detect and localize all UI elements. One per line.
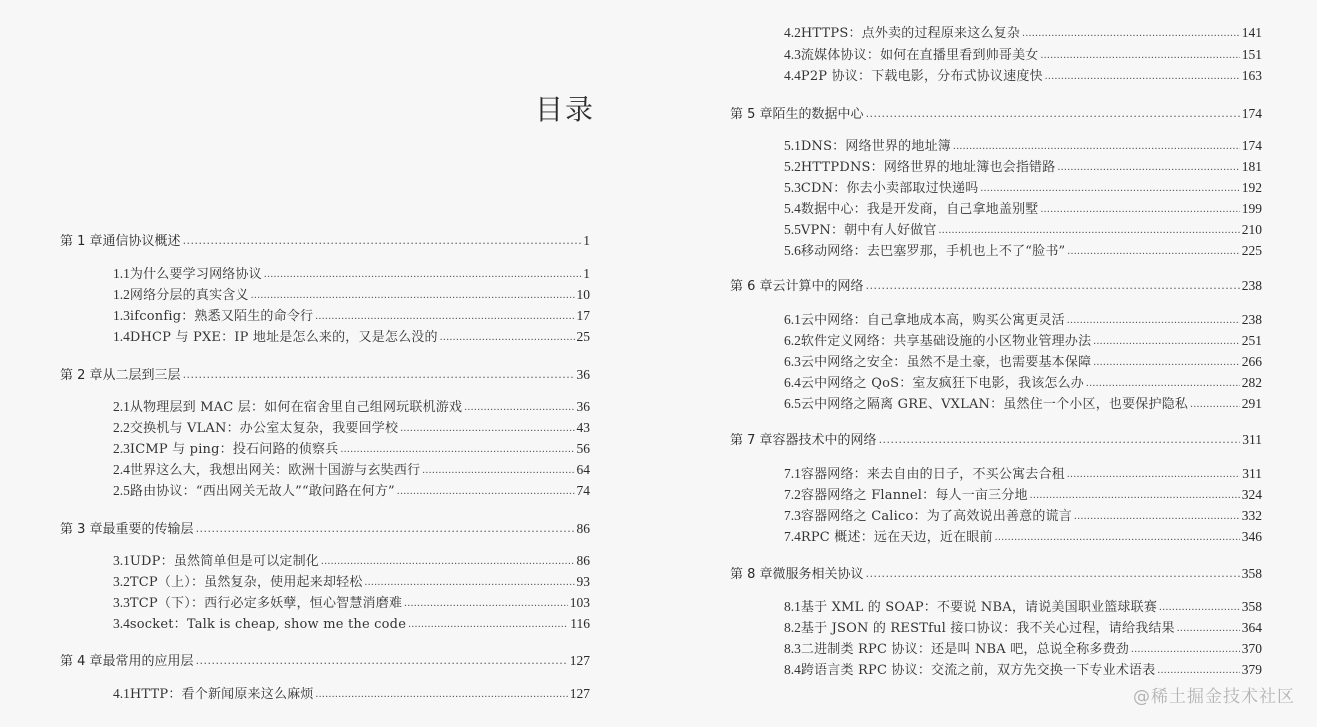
section-number: 5.3: [784, 180, 801, 195]
section-number: 1.2: [113, 287, 130, 302]
toc-section-7-1[interactable]: [784, 464, 1262, 484]
leader-dots: [1040, 199, 1239, 219]
section-number: 5.2: [784, 159, 801, 174]
page-number: 282: [1241, 375, 1262, 390]
page-number: 291: [1241, 396, 1262, 411]
toc-chapter-6[interactable]: [730, 276, 1262, 296]
chapter-number: 第 7 章: [730, 433, 773, 448]
toc-section-2-1[interactable]: [113, 397, 590, 417]
leader-dots: [1030, 485, 1240, 505]
leader-dots: [316, 684, 568, 704]
section-title: CDN：你去小卖部取过快递吗: [800, 181, 979, 196]
leader-dots: [315, 306, 574, 326]
page-number: 225: [1241, 243, 1262, 258]
toc-section-7-2[interactable]: [784, 485, 1262, 505]
page-number: 36: [576, 367, 590, 382]
right-page: [650, 0, 1317, 727]
section-title: 基于 XML 的 SOAP：不要说 NBA，请说美国职业篮球联赛: [800, 600, 1158, 615]
toc-section-7-3[interactable]: [784, 506, 1262, 526]
section-number: 3.3: [113, 595, 130, 610]
leader-dots: [183, 231, 582, 251]
toc-section-5-1[interactable]: [784, 136, 1262, 156]
leader-dots: [408, 614, 568, 634]
section-title: TCP（下）：西行必定多妖孽，恒心智慧消磨难: [129, 596, 403, 611]
page-number: 151: [1241, 47, 1262, 62]
toc-section-8-4[interactable]: [784, 660, 1262, 680]
page-number: 86: [576, 553, 590, 568]
page-number: 127: [569, 653, 590, 668]
section-title: 软件定义网络：共享基础设施的小区物业管理办法: [800, 334, 1092, 349]
section-number: 2.4: [113, 462, 130, 477]
chapter-number: 第 5 章: [730, 107, 773, 122]
section-title: 移动网络：去巴塞罗那，手机也上不了“脸书”: [800, 244, 1066, 259]
leader-dots: [866, 104, 1240, 124]
leader-dots: [464, 397, 574, 417]
section-number: 6.2: [784, 333, 801, 348]
section-title: socket：Talk is cheap, show me the code: [129, 617, 407, 632]
section-number: 1.1: [113, 266, 130, 281]
section-number: 3.1: [113, 553, 130, 568]
page-number: 358: [1241, 566, 1262, 581]
leader-dots: [879, 430, 1241, 450]
section-number: 2.1: [113, 399, 130, 414]
toc-title: 目录: [535, 93, 596, 126]
leader-dots: [264, 264, 581, 284]
section-title: 为什么要学习网络协议: [129, 267, 262, 282]
toc-section-5-4[interactable]: [784, 199, 1262, 219]
section-title: 网络分层的真实含义: [129, 288, 249, 303]
leader-dots: [1159, 597, 1240, 617]
chapter-title: 微服务相关协议: [772, 567, 864, 582]
section-title: DHCP 与 PXE：IP 地址是怎么来的，又是怎么没的: [129, 330, 438, 345]
section-number: 6.4: [784, 375, 801, 390]
page-number: 74: [576, 483, 590, 498]
toc-section-2-2[interactable]: [113, 418, 590, 438]
page-number: 93: [576, 574, 590, 589]
page-number: 141: [1241, 25, 1262, 40]
section-number: 6.3: [784, 354, 801, 369]
toc-section-3-3[interactable]: [113, 593, 590, 613]
section-number: 5.1: [784, 138, 801, 153]
section-number: 8.3: [784, 641, 801, 656]
page-number: 192: [1241, 180, 1262, 195]
toc-section-6-1[interactable]: [784, 310, 1262, 330]
section-title: HTTPS：点外卖的过程原来这么复杂: [800, 26, 1021, 41]
section-number: 8.4: [784, 662, 801, 677]
page-number: 43: [576, 420, 590, 435]
toc-section-1-3[interactable]: [113, 306, 590, 326]
leader-dots: [1157, 660, 1239, 680]
section-title: 云中网络之 QoS：室友疯狂下电影，我该怎么办: [800, 376, 1084, 391]
section-title: DNS：网络世界的地址簿: [800, 139, 951, 154]
toc-section-6-5[interactable]: [784, 394, 1262, 414]
leader-dots: [939, 220, 1240, 240]
leader-dots: [866, 564, 1240, 584]
section-title: 云中网络之隔离 GRE、VXLAN：虽然住一个小区，也要保护隐私: [800, 397, 1189, 412]
section-number: 4.4: [784, 68, 801, 83]
section-number: 5.5: [784, 222, 801, 237]
toc-section-3-1[interactable]: [113, 551, 590, 571]
toc-chapter-5[interactable]: [730, 104, 1262, 124]
leader-dots: [397, 481, 575, 501]
toc-section-1-4[interactable]: [113, 327, 590, 347]
toc-section-5-3[interactable]: [784, 178, 1262, 198]
page-number: 332: [1241, 508, 1262, 523]
toc-section-5-2[interactable]: [784, 157, 1262, 177]
page-number: 311: [1242, 432, 1262, 447]
section-number: 6.1: [784, 312, 801, 327]
leader-dots: [1131, 639, 1240, 659]
page-number: 103: [569, 595, 590, 610]
section-title: 流媒体协议：如何在直播里看到帅哥美女: [800, 48, 1039, 63]
section-number: 6.5: [784, 396, 801, 411]
section-title: 跨语言类 RPC 协议：交流之前，双方先交换一下专业术语表: [800, 663, 1156, 678]
toc-section-5-6[interactable]: [784, 241, 1262, 261]
toc-section-4-2[interactable]: [784, 23, 1262, 43]
section-title: 数据中心：我是开发商，自己拿地盖别墅: [800, 202, 1039, 217]
section-number: 4.1: [113, 686, 130, 701]
toc-section-8-3[interactable]: [784, 639, 1262, 659]
section-number: 5.6: [784, 243, 801, 258]
page-number: 36: [576, 399, 590, 414]
page-number: 127: [569, 686, 590, 701]
toc-section-6-2[interactable]: [784, 331, 1262, 351]
chapter-title: 云计算中的网络: [772, 279, 864, 294]
toc-section-1-2[interactable]: [113, 285, 590, 305]
leader-dots: [365, 572, 575, 592]
toc-section-8-1[interactable]: [784, 597, 1262, 617]
toc-section-4-4[interactable]: [784, 66, 1262, 86]
page-number: 311: [1242, 466, 1262, 481]
chapter-number: 第 4 章: [60, 654, 103, 669]
toc-section-4-3[interactable]: [784, 45, 1262, 65]
section-number: 7.3: [784, 508, 801, 523]
toc-section-2-5[interactable]: [113, 481, 590, 501]
section-title: 容器网络之 Flannel：每人一亩三分地: [800, 488, 1028, 503]
page-number: 174: [1241, 106, 1262, 121]
section-number: 7.4: [784, 529, 801, 544]
section-title: 路由协议：“西出网关无故人”“敢问路在何方”: [129, 484, 395, 499]
toc-chapter-7[interactable]: [730, 430, 1262, 450]
section-title: 从物理层到 MAC 层：如何在宿舍里自己组网玩联机游戏: [129, 400, 463, 415]
section-title: ICMP 与 ping：投石问路的侦察兵: [129, 442, 339, 457]
section-title: VPN：朝中有人好做官: [800, 223, 937, 238]
page-number: 251: [1241, 333, 1262, 348]
chapter-title: 最常用的应用层: [102, 654, 194, 669]
section-number: 7.1: [784, 466, 801, 481]
section-title: 容器网络：来去自由的日子，不买公寓去合租: [800, 467, 1065, 482]
toc-chapter-2[interactable]: [60, 365, 590, 385]
toc-section-2-4[interactable]: [113, 460, 590, 480]
page-number: 163: [1241, 68, 1262, 83]
section-number: 7.2: [784, 487, 801, 502]
page-number: 238: [1241, 278, 1262, 293]
page-number: 17: [576, 308, 590, 323]
leader-dots: [1022, 23, 1240, 43]
chapter-number: 第 6 章: [730, 279, 773, 294]
section-title: HTTP：看个新闻原来这么麻烦: [129, 687, 314, 702]
section-number: 3.4: [113, 616, 130, 631]
page-number: 10: [576, 287, 590, 302]
leader-dots: [953, 136, 1240, 156]
left-page: [0, 0, 650, 727]
page-number: 86: [576, 521, 590, 536]
toc-chapter-3[interactable]: [60, 519, 590, 539]
toc-section-4-1[interactable]: [113, 684, 590, 704]
leader-dots: [1177, 618, 1240, 638]
page-number: 1: [583, 233, 590, 248]
leader-dots: [1057, 157, 1239, 177]
page-number: 174: [1241, 138, 1262, 153]
section-number: 1.4: [113, 329, 130, 344]
leader-dots: [1086, 373, 1240, 393]
section-title: 基于 JSON 的 RESTful 接口协议：我不关心过程，请给我结果: [800, 621, 1175, 636]
section-title: 云中网络：自己拿地成本高，购买公寓更灵活: [800, 313, 1065, 328]
page-number: 266: [1241, 354, 1262, 369]
chapter-title: 通信协议概述: [102, 234, 181, 249]
section-number: 2.5: [113, 483, 130, 498]
section-title: 容器网络之 Calico：为了高效说出善意的谎言: [800, 509, 1072, 524]
toc-section-2-3[interactable]: [113, 439, 590, 459]
toc-section-6-3[interactable]: [784, 352, 1262, 372]
watermark: @稀土掘金技术社区: [1133, 687, 1295, 707]
section-title: 二进制类 RPC 协议：还是叫 NBA 吧，总说全称多费劲: [800, 642, 1130, 657]
leader-dots: [866, 276, 1240, 296]
leader-dots: [1067, 464, 1240, 484]
leader-dots: [340, 439, 574, 459]
leader-dots: [1045, 66, 1240, 86]
leader-dots: [321, 551, 574, 571]
chapter-title: 最重要的传输层: [102, 522, 194, 537]
leader-dots: [404, 593, 568, 613]
section-number: 1.3: [113, 308, 130, 323]
page-number: 324: [1241, 487, 1262, 502]
page-number: 199: [1241, 201, 1262, 216]
leader-dots: [400, 418, 574, 438]
chapter-title: 从二层到三层: [102, 368, 181, 383]
leader-dots: [980, 178, 1239, 198]
section-title: RPC 概述：远在天边，近在眼前: [800, 530, 993, 545]
page-number: 379: [1241, 662, 1262, 677]
section-title: HTTPDNS：网络世界的地址簿也会指错路: [800, 160, 1056, 175]
leader-dots: [251, 285, 575, 305]
section-title: 云中网络之安全：虽然不是土豪，也需要基本保障: [800, 355, 1092, 370]
section-number: 2.2: [113, 420, 130, 435]
section-title: P2P 协议：下载电影，分布式协议速度快: [800, 69, 1043, 84]
leader-dots: [422, 460, 574, 480]
page-number: 181: [1241, 159, 1262, 174]
toc-chapter-4[interactable]: [60, 651, 590, 671]
section-number: 8.1: [784, 599, 801, 614]
toc-section-3-2[interactable]: [113, 572, 590, 592]
section-number: 8.2: [784, 620, 801, 635]
section-number: 4.3: [784, 47, 801, 62]
leader-dots: [1074, 506, 1240, 526]
leader-dots: [1093, 331, 1239, 351]
chapter-number: 第 2 章: [60, 368, 103, 383]
section-title: 世界这么大，我想出网关：欧洲十国游与玄奘西行: [129, 463, 421, 478]
toc-section-6-4[interactable]: [784, 373, 1262, 393]
toc-section-7-4[interactable]: [784, 527, 1262, 547]
leader-dots: [196, 519, 575, 539]
page-number: 1: [583, 266, 590, 281]
leader-dots: [995, 527, 1240, 547]
section-number: 5.4: [784, 201, 801, 216]
page-number: 346: [1241, 529, 1262, 544]
section-number: 2.3: [113, 441, 130, 456]
page-number: 364: [1241, 620, 1262, 635]
leader-dots: [1040, 45, 1239, 65]
page-number: 238: [1241, 312, 1262, 327]
page-number: 370: [1241, 641, 1262, 656]
chapter-title: 陌生的数据中心: [772, 107, 864, 122]
section-title: TCP（上）：虽然复杂，使用起来却轻松: [129, 575, 363, 590]
leader-dots: [1190, 394, 1240, 414]
page-number: 56: [576, 441, 590, 456]
section-number: 4.2: [784, 25, 801, 40]
chapter-number: 第 3 章: [60, 522, 103, 537]
leader-dots: [1093, 352, 1239, 372]
section-title: UDP：虽然简单但是可以定制化: [129, 554, 320, 569]
toc-section-3-4[interactable]: [113, 614, 590, 634]
section-title: ifconfig：熟悉又陌生的命令行: [129, 309, 314, 324]
chapter-number: 第 8 章: [730, 567, 773, 582]
leader-dots: [183, 365, 575, 385]
page-number: 116: [570, 616, 590, 631]
page-number: 25: [576, 329, 590, 344]
leader-dots: [1067, 241, 1239, 261]
page-number: 210: [1241, 222, 1262, 237]
leader-dots: [1067, 310, 1240, 330]
chapter-number: 第 1 章: [60, 234, 103, 249]
chapter-title: 容器技术中的网络: [772, 433, 877, 448]
page-number: 64: [576, 462, 590, 477]
page-number: 358: [1241, 599, 1262, 614]
toc-section-1-1[interactable]: [113, 264, 590, 284]
toc-chapter-8[interactable]: [730, 564, 1262, 584]
section-number: 3.2: [113, 574, 130, 589]
leader-dots: [440, 327, 575, 347]
toc-section-8-2[interactable]: [784, 618, 1262, 638]
leader-dots: [196, 651, 568, 671]
toc-section-5-5[interactable]: [784, 220, 1262, 240]
section-title: 交换机与 VLAN：办公室太复杂，我要回学校: [129, 421, 399, 436]
toc-chapter-1[interactable]: [60, 231, 590, 251]
